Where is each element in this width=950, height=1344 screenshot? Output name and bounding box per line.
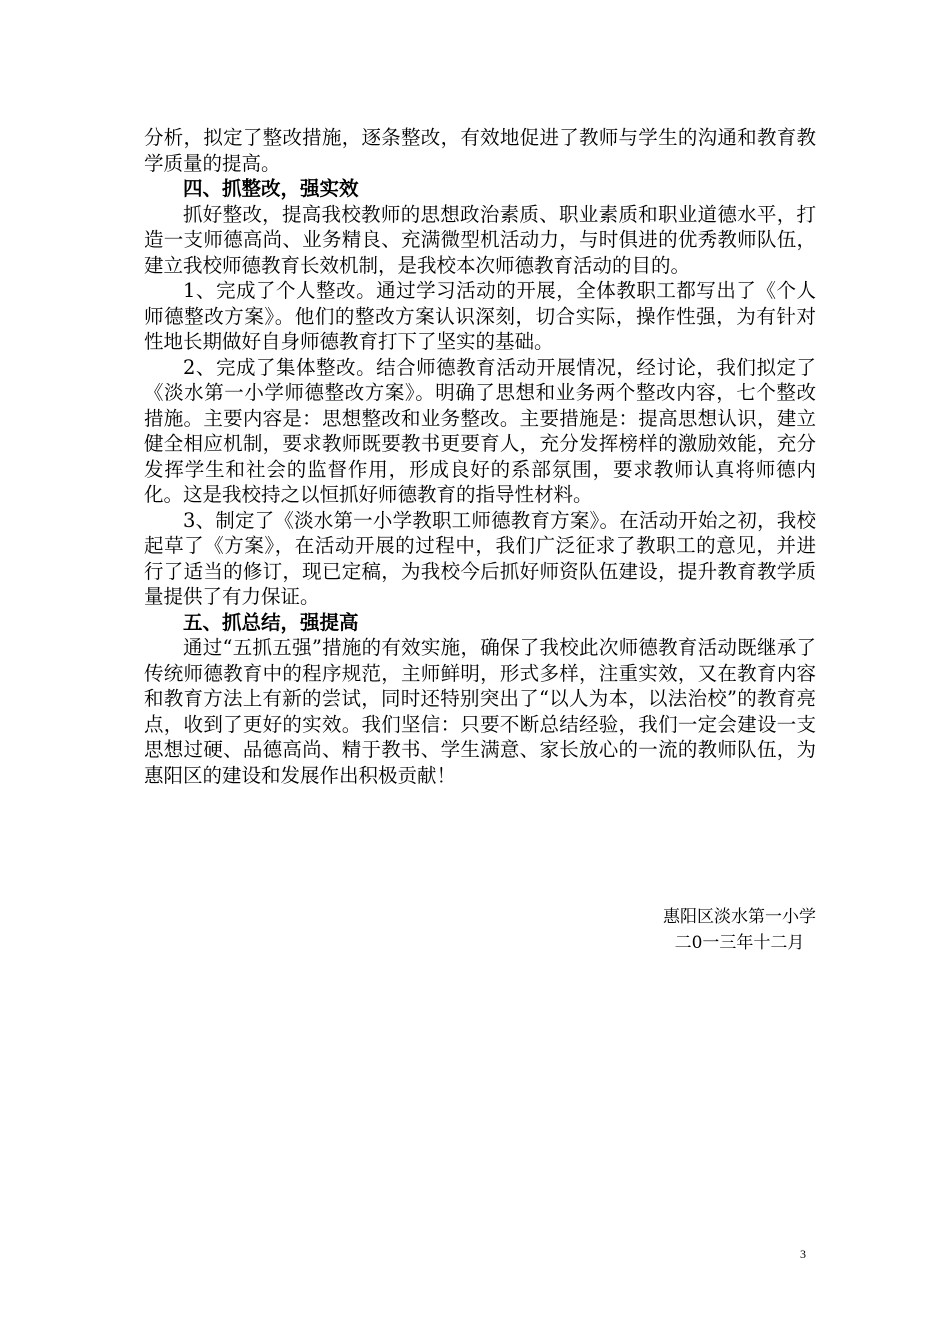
signature-block bbox=[663, 904, 816, 956]
paragraph-personal-rectification: 1、完成了个人整改。通过学习活动的开展，全体教职工都写出了《个人师德整改方案》。他们的整改方案认识深刻，切合实际，操作性强，为有针对性地长期做好自身师德教育打下了坚实的基础。 bbox=[144, 279, 816, 353]
paragraph-collective-rectification: 2、完成了集体整改。结合师德教育活动开展情况，经讨论，我们拟定了《淡水第一小学师德整改方案》。明确了思想和业务两个整改内容，七个整改措施。主要内容是：思想整改和业务整改。主要措施是：提高思想认识，建立健全相应机制，要求教师既要教书更要育人，充分发挥榜样的激励效能，充分发挥学生和社会的监督作用，形成良好的系部氛围，要求教师认真将师德内化。这是我校持之以恒抓好师德教育的指导性材料。 bbox=[144, 355, 816, 506]
document-body bbox=[144, 125, 816, 788]
signature-organization: 惠阳区淡水第一小学 bbox=[663, 907, 816, 927]
paragraph-rectification-goal: 抓好整改，提高我校教师的思想政治素质、职业素质和职业道德水平，打造一支师德高尚、业务精良、充满微型机活动力，与时俱进的优秀教师队伍，建立我校师德教育长效机制，是我校本次师德教育活动的目的。 bbox=[144, 202, 816, 277]
paragraph-summary: 通过“五抓五强”措施的有效实施，确保了我校此次师德教育活动既继承了传统师德教育中的程序规范，主师鲜明，形式多样，注重实效，又在教育内容和教育方法上有新的尝试，同时还特别突出了“以人为本，以法治校”的教育亮点，收到了更好的实效。我们坚信：只要不断总结经验，我们一定会建设一支思想过硬、品德高尚、精于教书、学生满意、家长放心的一流的教师队伍，为惠阳区的建设和发展作出积极贡献！ bbox=[144, 636, 816, 787]
section-heading-five: 五、抓总结，强提高 bbox=[183, 610, 359, 634]
signature-date: 二0一三年十二月 bbox=[674, 933, 805, 953]
paragraph-continuation: 分析，拟定了整改措施，逐条整改，有效地促进了教师与学生的沟通和教育教学质量的提高。 bbox=[144, 126, 816, 175]
paragraph-education-plan: 3、制定了《淡水第一小学教职工师德教育方案》。在活动开始之初，我校起草了《方案》，在活动开展的过程中，我们广泛征求了教职工的意见，并进行了适当的修订，现已定稿，为我校今后抓好师资队伍建设，提升教育教学质量提供了有力保证。 bbox=[144, 508, 816, 608]
section-heading-four: 四、抓整改，强实效 bbox=[183, 177, 359, 200]
page-number: 3 bbox=[800, 1247, 806, 1261]
